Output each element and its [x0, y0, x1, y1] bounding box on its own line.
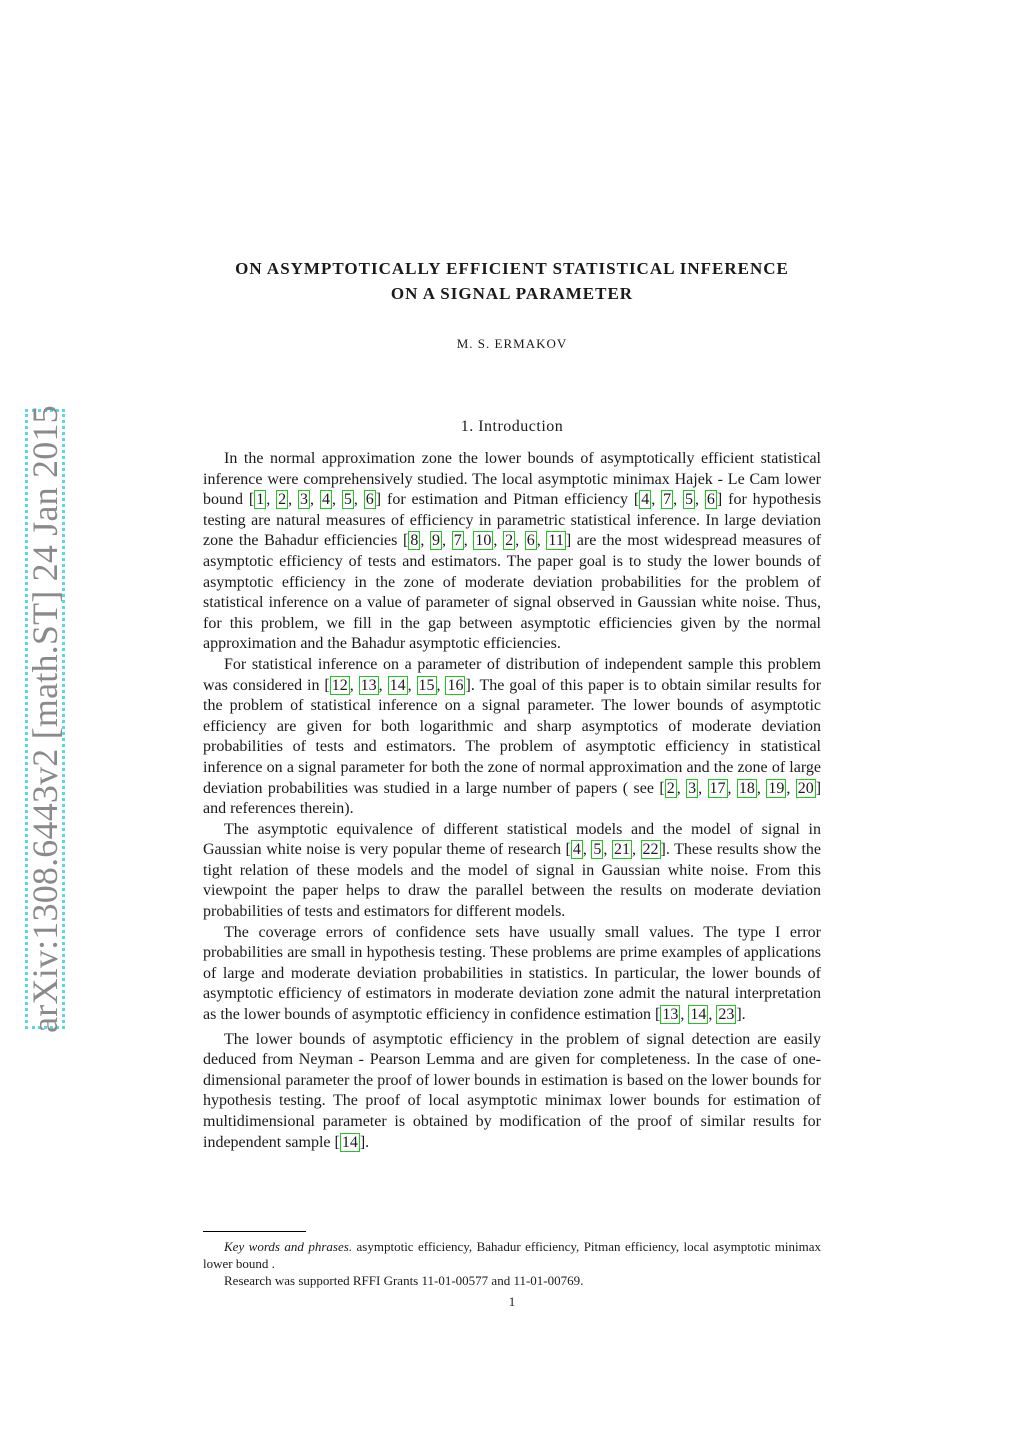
citation-link[interactable]: 18 [738, 779, 755, 797]
title-line-1: ON ASYMPTOTICALLY EFFICIENT STATISTICAL INFERENCE [235, 259, 789, 278]
citation-link[interactable]: 4 [321, 491, 330, 509]
citation-link[interactable]: 2 [278, 491, 287, 509]
citation-link[interactable]: 20 [797, 779, 814, 797]
citation-link[interactable]: 4 [641, 491, 650, 509]
paper-title [190, 256, 834, 306]
author-name: M. S. ERMAKOV [456, 336, 568, 351]
section-heading: 1. Introduction [460, 418, 564, 435]
citation-link[interactable]: 1 [256, 491, 265, 509]
body-text [203, 449, 821, 1153]
grant-footnote: Research was supported RFFI Grants 11-01-00577 and 11-01-00769. [224, 1273, 584, 1288]
footnotes [203, 1238, 821, 1289]
citation-link[interactable]: 14 [341, 1133, 358, 1151]
citation-link[interactable]: 9 [432, 532, 441, 550]
arxiv-stamp [25, 405, 65, 1033]
citation-link[interactable]: 7 [663, 491, 672, 509]
paragraph: The lower bounds of asymptotic efficiency in the problem of signal detection are easily deduced from Neyman - Pearson Lemma and are given for completeness. In the case of one-dimensional parameter the proof of lower bounds in estimation is based on the lower bounds for hypothesis testing. The proof of local asymptotic minimax lower bounds for estimation of multidimensional parameter is obtained by modification of the proof of similar results for independent sample [ 14 ]. [203, 1030, 821, 1151]
citation-link[interactable]: 5 [593, 841, 602, 859]
citation-link[interactable]: 14 [389, 676, 406, 694]
citation-link[interactable]: 17 [709, 779, 726, 797]
paragraph: In the normal approximation zone the lower bounds of asymptotically efficient statistical inference were comprehensively studied. The local asymptotic minimax Hajek - Le Cam lower bound [ 1 , 2 , 3 , 4 , 5 , 6 ] for estimation and Pitman efficiency [ 4 , 7 , 5 , 6 ] for hypothesis testing are natural measures of efficiency in parametric statistical inference. In large deviation zone the Bahadur efficiencies [ 8 , 9 , 7 , 10 , 2 , 6 , 11 ] are the most widespread measures of asymptotic efficiency of tests and estimators. The paper goal is to study the lower bounds of asymptotic efficiency in the zone of moderate deviation probabilities for the problem of statistical inference on a value of parameter of signal observed in Gaussian white noise. Thus, for this problem, we fill in the gap between asymptotic efficiencies given by the normal approximation and the Bahadur asymptotic efficiencies. [203, 450, 822, 653]
citation-link[interactable]: 6 [526, 532, 535, 550]
citation-link[interactable]: 13 [662, 1006, 679, 1024]
arxiv-id: arXiv:1308.6443v2 [math.ST] 24 Jan 2015 [25, 405, 65, 1033]
citation-link[interactable]: 6 [365, 491, 374, 509]
citation-link[interactable]: 8 [410, 532, 419, 550]
page-number: 1 [508, 1294, 516, 1309]
citation-link[interactable]: 10 [475, 532, 492, 550]
citation-link[interactable]: 2 [666, 779, 675, 797]
citation-link[interactable]: 15 [418, 676, 435, 694]
citation-link[interactable]: 2 [505, 532, 514, 550]
citation-link[interactable]: 4 [572, 841, 581, 859]
citation-link[interactable]: 11 [548, 532, 564, 550]
citation-link[interactable]: 5 [343, 491, 352, 509]
keywords-footnote [203, 1238, 821, 1272]
keywords-text: asymptotic efficiency, Bahadur efficiency, Pitman efficiency, local asymptotic minimax lower bound . [203, 1239, 821, 1271]
citation-link[interactable]: 6 [706, 491, 715, 509]
citation-link[interactable]: 21 [613, 841, 630, 859]
citation-link[interactable]: 3 [688, 779, 697, 797]
citation-link[interactable]: 3 [300, 491, 309, 509]
citation-link[interactable]: 13 [360, 676, 377, 694]
citation-link[interactable]: 12 [331, 676, 348, 694]
citation-link[interactable]: 7 [453, 532, 462, 550]
keywords-label: Key words and phrases. [224, 1239, 353, 1254]
citation-link[interactable]: 5 [685, 491, 693, 509]
paragraph: The asymptotic equivalence of different statistical models and the model of signal in Gaussian white noise is very popular theme of research [ 4 , 5 , 21 , 22 ]. These results show the tight relation of these models and the model of signal in Gaussian white noise. From this viewpoint the paper helps to draw the parallel between the results on moderate deviation probabilities of tests and estimators for different models. [203, 820, 822, 921]
citation-link[interactable]: 16 [447, 676, 464, 694]
paragraph: The coverage errors of confidence sets have usually small values. The type I error probabilities are small in hypothesis testing. These problems are prime examples of applications of large and moderate deviation probabilities in statistics. In particular, the lower bounds of asymptotic efficiency of estimators in moderate deviation zone admit the natural interpretation as the lower bounds of asymptotic efficiency in confidence estimation [ 13 , 14 , 23 ]. [203, 923, 821, 1024]
paragraph: For statistical inference on a parameter of distribution of independent sample this problem was considered in [ 12 , 13 , 14 , 15 , 16 ]. The goal of this paper is to obtain similar results for the problem of statistical inference on a signal parameter. The lower bounds of asymptotic efficiency are given for both logarithmic and sharp asymptotics of moderate deviation probabilities of tests and estimators. The problem of asymptotic efficiency in statistical inference on a signal parameter for both the zone of normal approximation and the zone of large deviation probabilities was studied in a large number of papers ( see [ 2 , 3 , 17 , 18 , 19 , 20 ] and references therein). [203, 655, 822, 818]
title-line-2: ON A SIGNAL PARAMETER [390, 284, 634, 303]
footnote-rule [203, 1231, 306, 1232]
citation-link[interactable]: 19 [768, 779, 785, 797]
citation-link[interactable]: 14 [690, 1006, 707, 1024]
citation-link[interactable]: 23 [718, 1006, 735, 1024]
citation-link[interactable]: 22 [642, 841, 659, 859]
